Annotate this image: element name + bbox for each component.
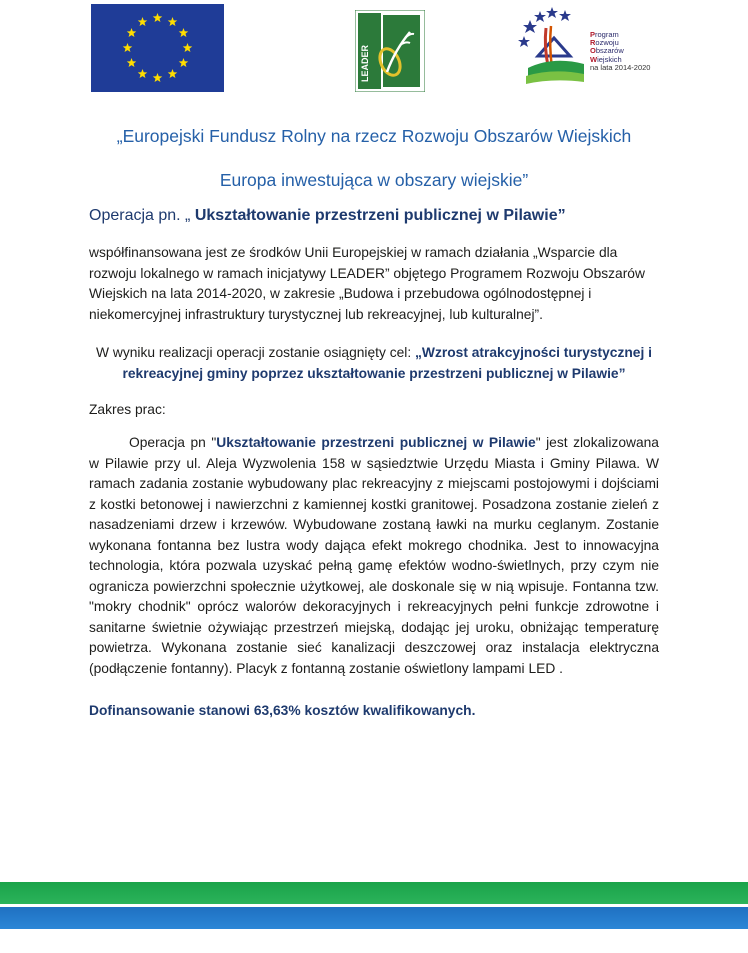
eu-flag-icon: [91, 4, 224, 92]
goal-prefix: W wyniku realizacji operacji zostanie osiągnięty cel:: [96, 345, 416, 360]
prow-logo-text: [590, 31, 650, 72]
prow-emblem-icon: [518, 6, 588, 86]
eu-star-icon: [127, 58, 137, 67]
heading-line-2: Europa inwestująca w obszary wiejskie”: [219, 170, 529, 190]
eu-star-icon: [179, 58, 189, 67]
eu-star-icon: [153, 73, 163, 82]
prow-line-4: Wiejskich: [590, 54, 622, 64]
funding-statement: Dofinansowanie stanowi 63,63% kosztów kwalifikowanych.: [89, 703, 476, 718]
eu-star-icon: [168, 69, 178, 78]
eu-star-icon: [179, 28, 189, 37]
eu-star-icon: [153, 13, 163, 22]
eu-star-icon: [127, 28, 137, 37]
eu-star-icon: [138, 17, 148, 26]
description-name: Ukształtowanie przestrzeni publicznej w Pilawie: [216, 435, 536, 450]
prow-logo: [518, 6, 658, 90]
cofinancing-paragraph: współfinansowana jest ze środków Unii Europejskiej w ramach działania „Wsparcie dla rozwoju lokalnego w ramach inicjatywy LEADER” objętego Programem Rozwoju Obszarów Wiejskich na lata 2014-2020, w zakresie „Budowa i przebudowa ogólnodostępnej i niekomercyjnej infrastruktury turystycznej lub rekreacyjnej, lub kulturalnej”.: [89, 245, 645, 322]
heading-line-1: „Europejski Fundusz Rolny na rzecz Rozwoju Obszarów Wiejskich: [116, 126, 632, 146]
description-after: " jest zlokalizowana w Pilawie przy ul. Aleja Wyzwolenia 158 w sąsiedztwie Urzędu Miasta i Gminy Pilawa. W ramach zadania zostanie wybudowany plac rekreacyjny z miejscami postojowymi i dojściami z kostki betonowej i nawierzchni z kamiennej kostki granitowej. Posadzona zostanie zieleń z nasadzeniami drzew i krzewów. Wybudowane zostaną ławki na murku ceglanym. Zostanie wykonana fontanna bez lustra wody dająca efekt mokrego chodnika. Jest to innowacyjna technologia, która pozwala uzyskać pełną gamę efektów wodno-świetlnych, przy czym nie ogranicza powierzchni społecznie użytkowej, ale doskonale się w nią wpisuje. Fontanna tzw. "mokry chodnik" oprócz walorów dekoracyjnych i rekreacyjnych pełni funkcje zdrowotne i sanitarne świetnie ożywiając przestrzeń miejską, dodając jej uroku, obniżając temperaturę powietrza. Wykonana zostanie sieć kanalizacji deszczowej oraz instalacja elektryczna (podłączenie fontanny). Placyk z fontanną zostanie oświetlony lampami LED .: [89, 435, 659, 676]
eu-star-icon: [138, 69, 148, 78]
prow-line-3: Obszarów: [590, 46, 624, 56]
scope-label: Zakres prac:: [89, 402, 166, 417]
eu-star-icon: [183, 43, 193, 52]
description-paragraph: [89, 433, 659, 679]
svg-text:LEADER: LEADER: [360, 44, 370, 82]
prow-line-2: Rozwoju: [590, 38, 619, 48]
description-before: Operacja pn ": [129, 435, 217, 450]
footer-blue-band: [0, 907, 748, 929]
goal-text: „Wzrost atrakcyjności turystycznej i rekreacyjnej gminy poprzez ukształtowanie przestrzeni publicznej w Pilawie”: [122, 345, 652, 381]
operation-prefix: Operacja pn. „: [89, 207, 195, 224]
goal-paragraph: [89, 343, 659, 384]
prow-line-1: Program: [590, 30, 619, 39]
eu-star-icon: [168, 17, 178, 26]
operation-name: Ukształtowanie przestrzeni publicznej w Pilawie”: [194, 207, 566, 224]
prow-years: na lata 2014-2020: [590, 62, 651, 72]
footer-green-band: [0, 882, 748, 904]
operation-title: [89, 207, 566, 225]
logo-header: [0, 0, 748, 100]
eu-star-icon: [123, 43, 133, 52]
leader-logo-icon: [355, 10, 425, 92]
